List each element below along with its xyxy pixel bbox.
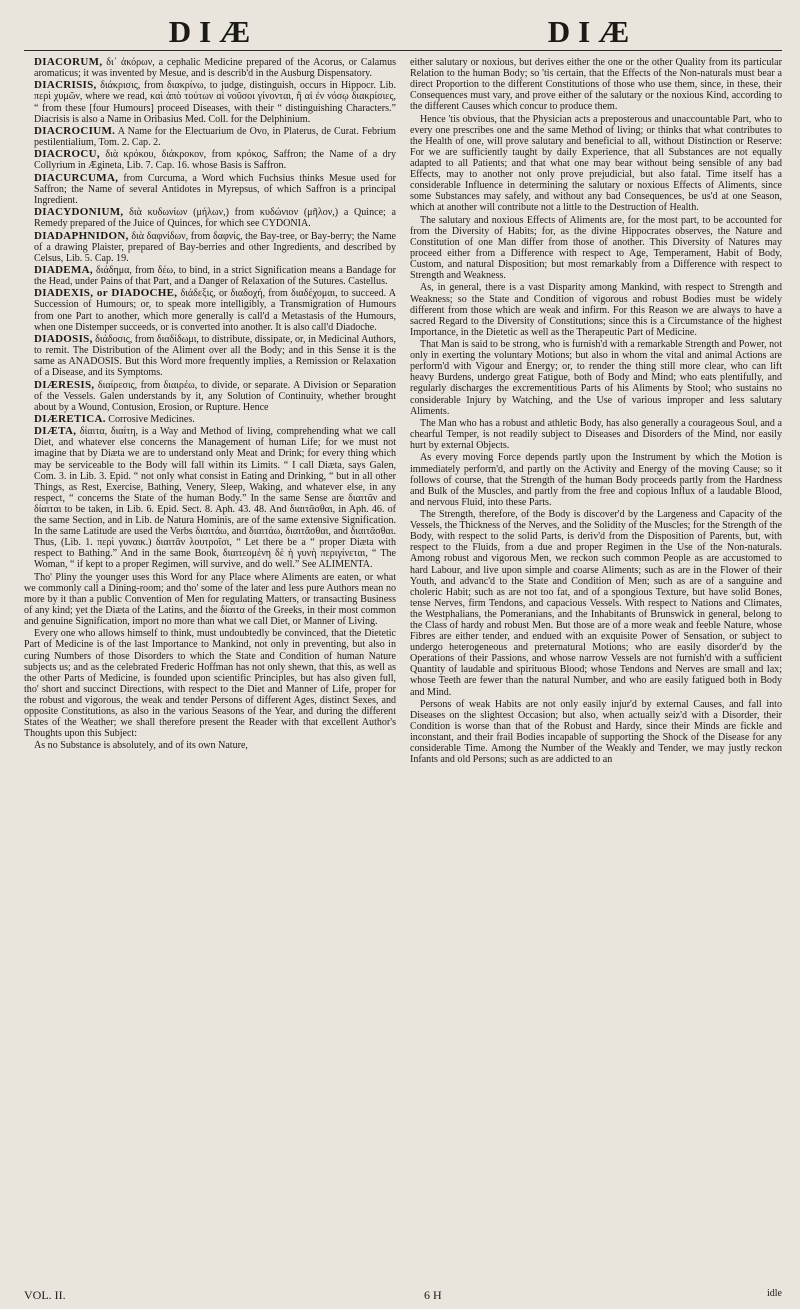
entry-text: Tho' Pliny the younger uses this Word for any Place where Aliments are eaten, or what we commonly call a Dining-room; and tho' some of the later and less pure Authors mean no more by it than a public Convention of Men for regulating Matters, or transacting Business of any kind; yet the Diæta of the Latins, and the δίαιτα of the Greeks, in their most common and genuine Signification, import no more than what we call Diet, or Manner of Living. bbox=[24, 571, 396, 628]
entry-text: διάδημα, from δέω, to bind, in a strict Signification means a Bandage for the Head, under Pains of that Part, and a Danger of Relaxation of the Sutures. Castellus. bbox=[34, 265, 396, 288]
head-rule bbox=[24, 50, 782, 51]
headword: DIACROCU, bbox=[34, 148, 100, 161]
headword: DIACURCUMA, bbox=[34, 171, 119, 184]
headword: DIADOSIS, bbox=[34, 332, 93, 345]
body-paragraph: Hence 'tis obvious, that the Physician acts a preposterous and unaccountable Part, who to every one prescribes one and the same Method of living; or thinks that what contributes to the Health of one, will prove salutary and beneficial to all, without Distinction or Reserve: For we are sufficiently taught by daily Experience, that all Substances are not equally adapted to all Patients; and that what one may bear without being sensible of any bad Effects, may to another not only prove prejudicial, but also fatal. Time itself has a considerable Influence in determining the salutary or noxious Effects of Aliments, since some Substances may safely, and without any bad Consequences, be us'd at one Season, which at another will contribute not a little to the Destruction of Health. bbox=[410, 113, 782, 214]
entry-text: διάδοσις, from διαδίδωμι, to distribute, dissipate, or, in Medicinal Authors, to remit. The Distribution of the Aliment over all the Body; and in this Sense it is the same as ANADOSIS. But this Word more frequently implies, a Remission or Relaxation of a Disease, and its Symptoms. bbox=[34, 333, 396, 379]
entry-text: Corrosive Medicines. bbox=[105, 413, 195, 425]
page-footer bbox=[24, 1288, 782, 1303]
dictionary-entry bbox=[24, 414, 396, 425]
dictionary-entry bbox=[24, 265, 396, 287]
entry-text: As no Substance is absolutely, and of its own Nature, bbox=[34, 740, 248, 752]
entry-paragraph bbox=[24, 628, 396, 739]
dictionary-entry bbox=[24, 231, 396, 264]
body-paragraph: The Man who has a robust and athletic Body, has also generally a courageous Soul, and a chearful Temper, is not readily subject to Diseases and Disorders of the Mind, nor easily hurt by external Objects. bbox=[410, 417, 782, 452]
body-paragraph: That Man is said to be strong, who is furnish'd with a remarkable Strength and Power, not only in exerting the voluntary Motions; but also in whom the vital and animal Actions are perform'd with Vigour and Energy; or, to render the thing still more clear, who can lift heavy Burdens, undergo great Fatigue, both of Body and Mind; who eats plentifully, and regularly discharges the excrementitious Parts of his Aliments by Stool; who sustains no considerable Injury by Watching, and the Use of various improper and less salutary Aliments. bbox=[410, 339, 782, 417]
body-paragraph: As, in general, there is a vast Disparity among Mankind, with respect to Strength and Weakness; so the State and Condition of vigorous and robust Bodies must be widely different from those which are weak and infirm. For this Reason we are always to have a sacred Regard to the Diversity of Constitutions; since this is a Circumstance of the highest Importance, in the Dietetic as well as the Therapeutic Part of Medicine. bbox=[410, 282, 782, 338]
signature-mark: 6 H bbox=[424, 1288, 442, 1302]
dictionary-entry bbox=[24, 57, 396, 79]
headword: DIÆRESIS, bbox=[34, 378, 95, 391]
dictionary-entry bbox=[24, 426, 396, 570]
entry-text: Every one who allows himself to think, must undoubtedly be convinced, that the Dietetic Part of Medicine is of the last Importance to Mankind, not only in preventing, but also in curing Numbers of those Disorders to which the State and Condition of human Nature subjects us; and as the celebrated Frederic Hoffman has not only shewn, that this, as well as the other Parts of Medicine, is founded upon scientific Principles, but has also given full, tho' short and succinct Directions, with respect to the Diet and Manner of Life, proper for the robust and vigorous, the weak and tender Persons of different Ages, distinct Sexes, and opposite Constitutions, as also in the various Seasons of the Year, and during the different States of the Weather; we shall therefore present the Reader with that excellent Author's Thoughts upon this Subject: bbox=[24, 628, 396, 740]
headword: DIÆTA, bbox=[34, 425, 77, 438]
body-paragraph: As every moving Force depends partly upon the Instrument by which the Motion is immediately perform'd, and partly on the Activity and Energy of the moving Cause; so it follows of course, that the Strength of the human Body proceeds partly from the Hardness and Bulk of the Muscles, and partly from the free and copious Influx of a laudable Blood, and nervous Fluid, into these Parts. bbox=[410, 452, 782, 508]
right-column bbox=[410, 57, 782, 1272]
dictionary-entry bbox=[24, 149, 396, 171]
headword: DIADEXIS, or DIADOCHE, bbox=[34, 287, 178, 300]
dictionary-entry bbox=[24, 334, 396, 378]
dictionary-entry bbox=[24, 126, 396, 148]
headword: DIACROCIUM. bbox=[34, 124, 116, 137]
running-head-right: DIÆ bbox=[547, 14, 638, 49]
entry-text: διαίρεσις, from διαιρέω, to divide, or separate. A Division or Separation of the Vessels. Galen understands by it, any Solution of Continuity, whether brought about by a Wound, Contusion, Erosion, or Rupture. Hence bbox=[34, 379, 396, 413]
dictionary-entry bbox=[24, 380, 396, 413]
body-paragraph: either salutary or noxious, but derives either the one or the other Quality from its particular Relation to the human Body; so 'tis certain, that the Effects of the Non-naturals must bear a direct Proportion to the different Constitutions of those who use them, since, in these, their Consequences must vary, and prove either of the salutary or the noxious Kind, according to the different Causes which concur to produce them. bbox=[410, 57, 782, 113]
dictionary-entry bbox=[24, 80, 396, 124]
entry-paragraph bbox=[24, 572, 396, 627]
entry-text: δι᾽ ἀκόρων, a cephalic Medicine prepared of the Acorus, or Calamus aromaticus; it was invented by Mesue, and is describ'd in the Ausburg Dispensatory. bbox=[34, 57, 396, 80]
headword: DIACRISIS, bbox=[34, 79, 97, 92]
headword: DIACYDONIUM, bbox=[34, 206, 124, 219]
entry-text: διάδεξις, or διαδοχή, from διαδέχομαι, to succeed. A Succession of Humours; or, to speak more intelligibly, a Transmigration of Humours from one Part to another, which more generally is call'd a Metastasis of the Humours, when one Distemper succeeds, or is converted into another. It is also call'd Diadoche. bbox=[34, 288, 396, 333]
running-head bbox=[24, 8, 782, 50]
body-paragraph: The Strength, therefore, of the Body is discover'd by the Largeness and Capacity of the Vessels, the Thickness of the Nerves, and the Solidity of the Muscles; for the Strength of the Body, with respect to the solid Parts, is deriv'd from the Disposition of Parents, but, with respect to the Fluids, from a due and proper Regimen in the Use of the Non-naturals. Among robust and vigorous Men, we reckon such common People as are accustomed to hard Labour, and live upon simple and coarse Aliments; such as are in the Flower of their Youth, and advanc'd to the State and Condition of Men; such as are of a sanguine and choleric Habit; such as are not too fat, and of a spongious Texture, but have solid Bones, tense Nerves, firm Tendons, and capacious Vessels. With respect to Nations and Climates, the Westphalians, the Pomeranians, and the Inhabitants of Brunswick in general, belong to the Class of hardy and robust Men. But those are of a more weak and feeble Nature, whose Fibres are either tender, and endued with an exquisite Power of Sensation, or subject to undergo heterogeneous and preternatural Motions; who are easily disorder'd by the Operations of their Passions, and whose narrow Vessels are not furnish'd with a sufficient Quantity of laudable and spirituous Blood; whose Tendons and Nerves are small and lax; whose Teeth are fewer than the natural Number, and who are easily fatigued both in Body and Mind. bbox=[410, 509, 782, 698]
entry-text: διὰ κρόκου, διάκροκον, from κρόκος, Saffron; the Name of a dry Collyrium in Ægineta, Lib. 7. Cap. 16. whose Basis is Saffron. bbox=[34, 149, 396, 172]
dictionary-entry bbox=[24, 288, 396, 332]
text-columns bbox=[24, 57, 782, 1272]
headword: DIÆRETICA. bbox=[34, 412, 106, 425]
entry-text: A Name for the Electuarium de Ovo, in Platerus, de Curat. Febrium pestilentialium, Tom. 2. Cap. 2. bbox=[34, 125, 396, 149]
entry-text: διάκρισις, from διακρίνω, to judge, distinguish, occurs in Hippocr. Lib. περὶ χυμῶν, where we read, καὶ ἀπὸ τούτων αἱ νοῦσοι γίνονται, ἢ αἱ ἐν νόσῳ διακρίσιες, “ from these [four Humours] proceed Diseases, with their “ distinguishing Characters.” Diacrisis is also a Name in Oribasius Med. Coll. for the Delphinium. bbox=[34, 80, 396, 125]
entry-text: διὰ κυδωνίων (μήλων,) from κυδώνιον (μῆλον,) a Quince; a Remedy prepared of the Juice of Quinces, for which see CYDONIA. bbox=[34, 207, 396, 230]
headword: DIACORUM, bbox=[34, 57, 103, 68]
dictionary-entry bbox=[24, 173, 396, 206]
entry-text: from Curcuma, a Word which Fuchsius thinks Mesue used for Saffron; the Name of several Antidotes in Myrepsus, of which Saffron is a principal Ingredient. bbox=[34, 172, 396, 206]
entry-text: διὰ δαφνίδων, from δαφνίς, the Bay-tree, or Bay-berry; the Name of a drawing Plaister, prepared of Bay-berries and other Ingredients, and described by Celsus, Lib. 5. Cap. 19. bbox=[34, 230, 396, 264]
volume-number: VOL. II. bbox=[24, 1288, 66, 1302]
entry-text: δίαιτα, διαίτη, is a Way and Method of living, comprehending what we call Diet, and whatever else concerns the Management of human Life; for we must not imagine that by Diæta we are to understand only Meat and Drink; for every thing which may be serviceable to the Body will fall within its Limits. “ I call Diæta, says Galen, Com. 3. in Lib. 3. Epid. “ not only what consist in Eating and Drinking, “ but in all other Things, as Rest, Exercise, Bathing, Venery, Sleep, Waking, and whatever else, in any respect, “ concerns the State of the human Body.” In the same Sense are διαιτᾶν and δίαιται to be taken, in Lib. 6. Epid. Sect. 8. Aph. 43. 48. And διαιτᾶσθαι, in Aph. 46. of the same Section, and in Lib. de Natura Hominis, are of the same extensive Signification. In the same Latitude are used the Verbs διαιτάω, and διαιτάω, διαιτᾶσθαι, and διαιτᾶσθαι. Thus, (Lib. 1. περὶ γυναικ.) διαιτᾶν λουτροῖσι, “ Let there be a “ proper Diæta with respect to Bathing.” And in the same Book, διαιτεομένη δὲ ἡ γυνὴ περιγίνεται, “ The Woman, “ if kept to a proper Regimen, will survive, and do well.” See ALIMENTA. bbox=[34, 426, 396, 571]
headword: DIADAPHNIDON, bbox=[34, 229, 129, 242]
headword: DIADEMA, bbox=[34, 264, 93, 276]
body-paragraph: Persons of weak Habits are not only easily injur'd by external Causes, and fall into Diseases on the slightest Occasion; but also, when actually seiz'd with a Disorder, their Condition is worse than that of the Robust and Hardy, since their Minds are fickle and inconstant, and their frail Bodies incapable of supporting the Shock of the Disease for any considerable Time. Among the Number of the Weakly and Tender, we may justly reckon Infants and old Persons; such as are addicted to an bbox=[410, 698, 782, 766]
dictionary-entry bbox=[24, 207, 396, 229]
catchword: idle bbox=[767, 1288, 782, 1299]
left-column bbox=[24, 57, 396, 1272]
body-paragraph: The salutary and noxious Effects of Aliments are, for the most part, to be accounted for from the Diversity of Habits; for, as the divine Hippocrates observes, the Nature and Constitution of one Man differ from those of another. This Diversity of Natures may proceed either from a Difference with respect to Age, Temperament, Habit of Body, Custom, and natural Disposition; but most remarkably from a Difference with respect to Strength and Weakness. bbox=[410, 214, 782, 282]
entry-paragraph bbox=[24, 740, 396, 751]
running-head-left: DIÆ bbox=[168, 14, 259, 49]
